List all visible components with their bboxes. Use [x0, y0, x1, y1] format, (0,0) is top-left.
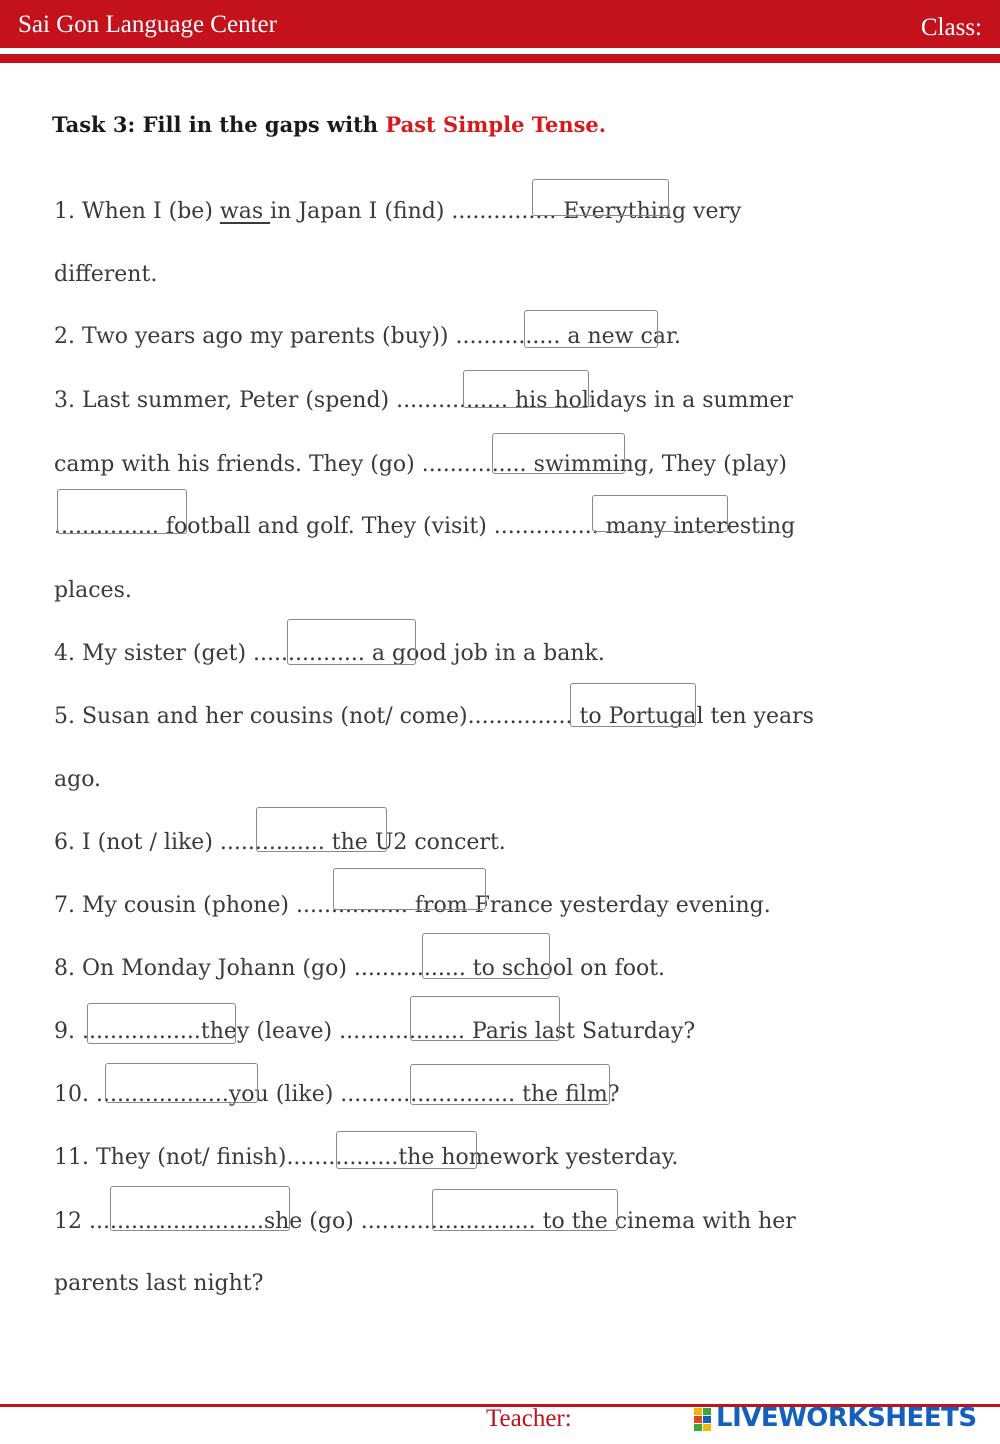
- sentence-2: 2. Two years ago my parents (buy)) ............... a new car.: [54, 324, 682, 349]
- answer-box-9-leave[interactable]: [410, 996, 560, 1041]
- task-title-highlight: Past Simple Tense.: [385, 112, 607, 137]
- answer-box-10-like[interactable]: [410, 1064, 610, 1105]
- sentence-8: 8. On Monday Johann (go) ................ to school on foot.: [54, 956, 666, 981]
- liveworksheets-logo-icon: [694, 1408, 712, 1432]
- answer-box-6-not-like[interactable]: [256, 807, 387, 852]
- sentence-4: 4. My sister (get) ................ a good job in a bank.: [54, 641, 605, 666]
- sentence-12: 12 .........................she (go) ......................... to the cinema with her: [54, 1209, 796, 1234]
- answer-box-4-get[interactable]: [287, 619, 416, 665]
- answer-box-7-phone[interactable]: [333, 868, 486, 910]
- teacher-label: Teacher:: [486, 1405, 572, 1432]
- sentence-1: 1. When I (be) was in Japan I (find) ............... Everything very: [54, 199, 742, 224]
- answer-box-3-spend[interactable]: [463, 370, 589, 408]
- answer-box-12-go[interactable]: [432, 1189, 618, 1231]
- class-label: Class:: [920, 14, 982, 41]
- sentence-5-cont: ago.: [54, 767, 102, 792]
- sentence-1-cont: different.: [54, 262, 158, 287]
- answer-box-3-visit[interactable]: [592, 495, 728, 532]
- answer-box-5-not-come[interactable]: [570, 683, 696, 727]
- sentence-10: 10. ...................you (like) ......................... the film?: [54, 1082, 620, 1107]
- example-answer: was: [219, 199, 271, 224]
- answer-box-1-find[interactable]: [532, 179, 669, 216]
- sentence-3-cont-2: ............... football and golf. They (visit) ............... many interesting: [54, 514, 796, 539]
- brand-watermark[interactable]: LIVEWORKSHEETS: [716, 1403, 977, 1433]
- sentence-3-cont-3: places.: [54, 578, 132, 603]
- sentence-9: 9. .................they (leave) .................. Paris last Saturday?: [54, 1019, 696, 1044]
- answer-box-8-go[interactable]: [422, 933, 550, 979]
- answer-box-3-play[interactable]: [57, 489, 187, 534]
- task-title: Task 3: Fill in the gaps with Past Simple Tense.: [52, 112, 607, 137]
- sentence-7: 7. My cousin (phone) ................ from France yesterday evening.: [54, 893, 771, 918]
- sentence-3: 3. Last summer, Peter (spend) ................ his holidays in a summer: [54, 388, 793, 413]
- answer-box-2-buy[interactable]: [524, 310, 658, 348]
- sentence-3-cont: camp with his friends. They (go) ............... swimming, They (play): [54, 452, 787, 477]
- sentence-11: 11. They (not/ finish)................the homework yesterday.: [54, 1145, 679, 1170]
- center-name: Sai Gon Language Center: [18, 11, 277, 38]
- answer-box-11-not-finish[interactable]: [336, 1131, 477, 1169]
- sentence-5: 5. Susan and her cousins (not/ come)............... to Portugal ten years: [54, 704, 814, 729]
- sentence-6: 6. I (not / like) ............... the U2 concert.: [54, 830, 506, 855]
- answer-box-9-aux[interactable]: [87, 1003, 236, 1044]
- answer-box-12-aux[interactable]: [110, 1186, 290, 1231]
- header-divider: [0, 54, 1000, 63]
- answer-box-3-go[interactable]: [492, 433, 625, 474]
- answer-box-10-aux[interactable]: [105, 1063, 258, 1103]
- sentence-12-cont: parents last night?: [54, 1271, 264, 1296]
